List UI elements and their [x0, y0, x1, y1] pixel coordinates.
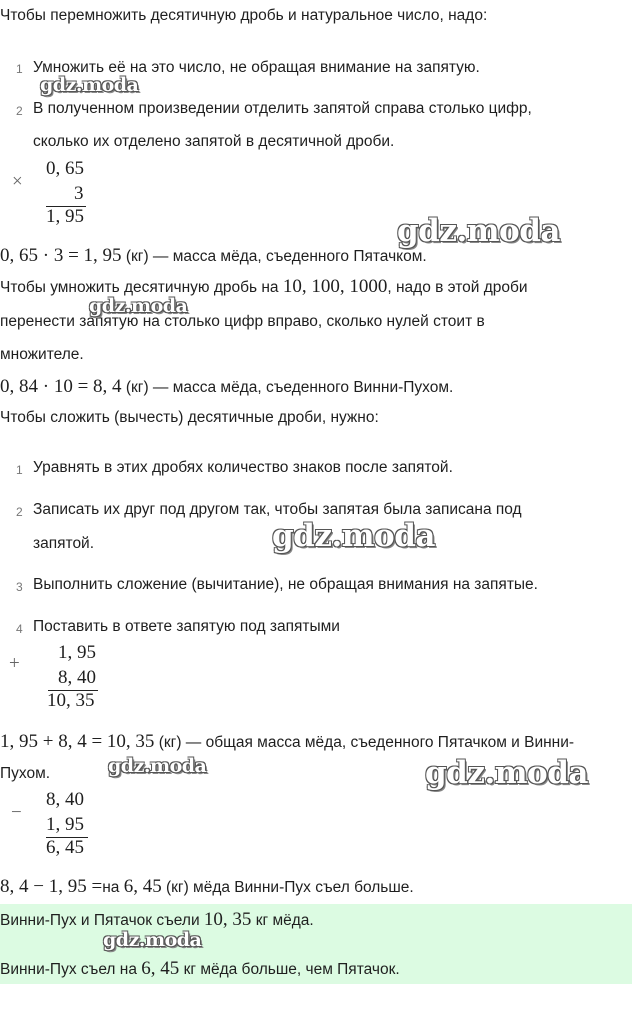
- watermark-logo: gdz.moda: [103, 929, 202, 951]
- line-text: на: [102, 879, 124, 896]
- answer-text: кг мёда.: [251, 912, 314, 929]
- rule-text-line2: перенести запятую на столько цифр вправо, сколько нулей стоит в: [0, 313, 485, 330]
- calc-line-cont: Пухом.: [0, 765, 51, 782]
- math-expr: 0, 84 · 10 = 8, 4: [0, 376, 122, 397]
- watermark-logo: gdz.moda: [89, 295, 188, 317]
- answer-line-2: [0, 958, 400, 980]
- line-text: (кг) — масса мёда, съеденного Пятачком.: [121, 248, 427, 265]
- step-number: 4: [16, 622, 23, 636]
- minus-sign: −: [11, 802, 22, 823]
- operand-a: 1, 95: [58, 642, 96, 663]
- step-text: Выполнить сложение (вычитание), не обращая внимания на запятые.: [33, 576, 538, 593]
- watermark-logo: gdz.moda: [425, 755, 588, 791]
- math-expr: 6, 45: [141, 958, 180, 979]
- math-expr: 6, 45: [123, 876, 162, 897]
- line-text: (кг) — общая масса мёда, съеденного Пятачком и Винни-: [154, 734, 575, 751]
- step-number: 1: [16, 62, 23, 76]
- result: 10, 35: [47, 690, 95, 711]
- step-number: 1: [16, 463, 23, 477]
- result: 1, 95: [46, 206, 84, 227]
- watermark-logo: gdz.moda: [108, 755, 207, 777]
- calc-line: [0, 376, 453, 398]
- rule-text-line3: множителе.: [0, 346, 84, 363]
- watermark-logo: gdz.moda: [397, 213, 560, 249]
- rule-text-part: , надо в этой дроби: [387, 279, 528, 296]
- step-text-cont: запятой.: [33, 535, 95, 552]
- operand-b: 1, 95: [46, 814, 84, 835]
- calc-line: [0, 245, 427, 267]
- line-text: (кг) — масса мёда, съеденного Винни-Пухом.: [121, 379, 454, 396]
- answer-text: кг мёда больше, чем Пятачок.: [179, 961, 400, 978]
- step-text: В полученном произведении отделить запятой справа столько цифр,: [33, 100, 532, 117]
- rule-text-part: Чтобы умножить десятичную дробь на: [0, 279, 283, 296]
- line-text: (кг) мёда Винни-Пух съел больше.: [161, 879, 414, 896]
- operand-a: 0, 65: [46, 158, 84, 179]
- math-expr: 10, 100, 1000: [282, 276, 388, 297]
- calc-line: [0, 876, 414, 898]
- math-expr: 8, 4 − 1, 95 =: [0, 876, 103, 897]
- math-expr: 1, 95 + 8, 4 = 10, 35: [0, 731, 155, 752]
- add-intro: Чтобы сложить (вычесть) десятичные дроби, нужно:: [0, 409, 379, 426]
- rule-text: [0, 276, 528, 298]
- intro-text: Чтобы перемножить десятичную дробь и натуральное число, надо:: [0, 7, 488, 24]
- math-expr: 0, 65 · 3 = 1, 95: [0, 245, 122, 266]
- watermark-logo: gdz.moda: [40, 74, 139, 96]
- math-expr: 10, 35: [203, 909, 252, 930]
- step-text: Уравнять в этих дробях количество знаков после запятой.: [33, 459, 453, 476]
- operand-b: 3: [74, 183, 84, 204]
- watermark-logo: gdz.moda: [272, 518, 435, 554]
- calc-line: [0, 731, 574, 753]
- operand-a: 8, 40: [46, 789, 84, 810]
- multiply-sign: ×: [12, 171, 23, 192]
- result: 6, 45: [46, 837, 84, 858]
- answer-text: Винни-Пух и Пятачок съели: [0, 912, 204, 929]
- answer-line-1: [0, 909, 314, 931]
- step-text-cont: сколько их отделено запятой в десятичной дроби.: [33, 133, 395, 150]
- step-number: 2: [16, 505, 23, 519]
- step-number: 2: [16, 104, 23, 118]
- operand-b: 8, 40: [58, 667, 96, 688]
- step-text: Умножить её на это число, не обращая внимание на запятую.: [33, 59, 480, 76]
- plus-sign: +: [9, 653, 20, 674]
- step-text: Поставить в ответе запятую под запятыми: [33, 618, 340, 635]
- answer-text: Винни-Пух съел на: [0, 961, 142, 978]
- step-number: 3: [16, 580, 23, 594]
- step-text: Записать их друг под другом так, чтобы запятая была записана под: [33, 501, 522, 518]
